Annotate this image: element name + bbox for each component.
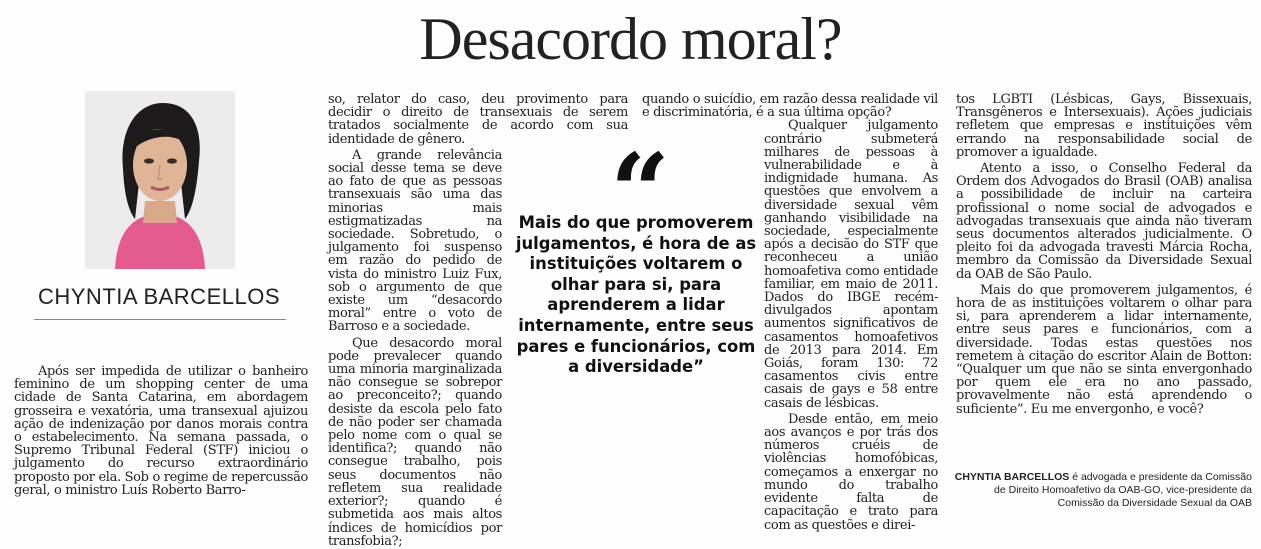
quote-mark: “ [610,130,670,253]
paragraph: tos LGBTI (Lésbicas, Gays, Bissexuais, Transgêneros e Intersexuais). Ações judiciais refletem que empresas e instituições vêm errando na responsabilidade social de promover a igualdade. [956,92,1252,160]
paragraph: Desde então, em meio aos avanços e por trás dos números cruéis de violências homofóbicas, começamos a enxergar no mundo do trabalho evidente falta de capacitação e trato para com as questões e direi- [764,411,938,533]
paragraph: so, relator do caso, deu provimento para decidir o direito de transexuais de serem tratados socialmente de acordo com sua identidade de gênero. [328,92,628,147]
paragraph: Atento a isso, o Conselho Federal da Ordem dos Advogados do Brasil (OAB) analisa a possibilidade de incluir na carteira profissional o nome social de advogados e advogadas transexuais que ainda não tiveram seus documentos alterados judicialmente. O pleito foi da advogada travesti Márcia Rocha, membro da Comissão da Diversidade Sexual da OAB de São Paulo. [956,161,1252,282]
paragraph: quando o suicídio, em razão dessa realidade vil e discriminatória, é a sua última opção? [642,92,938,121]
pull-quote: Mais do que promoverem julgamentos, é hora de as instituições voltarem o olhar para si, para aprenderem a lidar internamente, entre seus pares e funcionários, com a diversidade” [515,213,757,377]
author-divider [34,319,286,320]
paragraph: Após ser impedida de utilizar o banheiro feminino de um shopping center de uma cidade de Santa Catarina, em abordagem grosseira e vexatória, uma transexual ajuizou ação de indenização por danos morais contra o estabelecimento. Na semana passada, o Supremo Tribunal Federal (STF) iniciou o julgamento do recurso extraordinário proposto por ela. Sob o regime de repercussão geral, o ministro Luís Roberto Barro- [14,364,308,498]
paragraph: Qualquer julgamento contrário submeterá milhares de pessoas à vulnerabilidade e à indignidade humana. As questões que envolvem a diversidade sexual vêm ganhando visibilidade na sociedade, especialmente após a decisão do STF que reconheceu a união homoafetiva como entidade familiar, em maio de 2011. Dados do IBGE recém-divulgados apontam aumentos significativos de casamentos homoafetivos de 2013 para 2014. Em Goiás, foram 130: 72 casamentos civis entre casais de gays e 58 entre casais de lésbicas. [764,118,938,411]
column-1 [14,365,308,515]
author-bio [946,471,1252,510]
paragraph: Que desacordo moral pode prevalecer quando uma minoria marginalizada não consegue se sobrepor ao preconceito?; quando desiste da escola pelo fato de não poder ser chamada pelo nome com o qual se identifica?; quando não consegue trabalho, pois seus documentos não refletem sua realidade exterior?; quando é submetida aos mais altos índices de homicídios por transfobia?; [328,335,502,549]
paragraph: Mais do que promoverem julgamentos, é hora de as instituições voltarem o olhar para si, para aprenderem a lidar internamente, entre seus pares e funcionários, com a diversidade. Todas estas questões nos remetem à citação do escritor Alain de Botton: “Qualquer um que não se sinta envergonhado por quem ele era no ano passado, provavelmente não está aprendendo o suficiente”. Eu me envergonho, e você? [956,282,1252,417]
author-name: CHYNTIA BARCELLOS [37,284,280,309]
headline: Desacordo moral? [419,6,842,72]
author-photo [85,91,235,269]
paragraph: A grande relevância social desse tema se deve ao fato de que as pessoas transexuais são uma das minorias mais estigmatizadas na sociedade. Sobretudo, o julgamento foi suspenso em razão do pedido de vista do ministro Luiz Fux, sob o argumento de que existe um “desacordo moral” entre o voto de Barroso e a sociedade. [328,147,502,335]
author-portrait-icon [85,91,235,269]
bio-name: CHYNTIA BARCELLOS [954,471,1070,483]
bio-text: é advogada e presidente da Comissão de Direito Homoafetivo da OAB-GO, vice-presidente da Comissão da Diversidade Sexual da OAB [994,471,1252,509]
column-4 [956,93,1252,465]
